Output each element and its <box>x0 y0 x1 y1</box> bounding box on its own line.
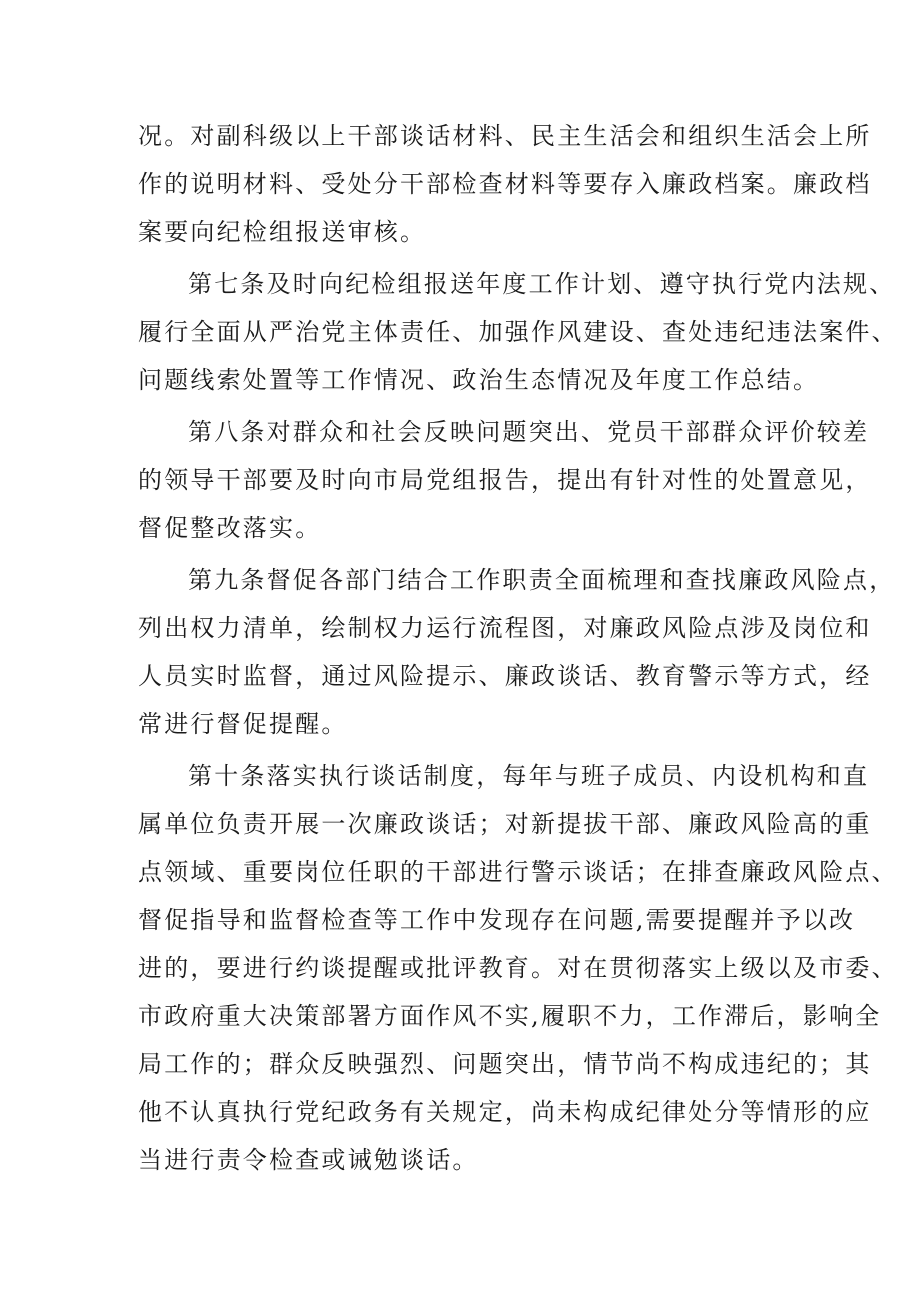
text-line: 况。对副科级以上干部谈话材料、民主生活会和组织生活会上所 <box>138 122 872 150</box>
article-7-line: 履行全面从严治党主体责任、加强作风建设、查处违纪违法案件、 <box>138 318 898 346</box>
article-10-line: 他不认真执行党纪政务有关规定，尚未构成纪律处分等情形的应 <box>138 1098 872 1126</box>
article-9-line: 列出权力清单，绘制权力运行流程图，对廉政风险点涉及岗位和 <box>138 614 872 642</box>
article-10-line: 进的，要进行约谈提醒或批评教育。对在贯彻落实上级以及市委、 <box>138 954 898 982</box>
article-10-line: 局工作的；群众反映强烈、问题突出，情节尚不构成违纪的；其 <box>138 1050 872 1078</box>
text-line: 案要向纪检组报送审核。 <box>138 218 427 246</box>
article-8-line: 第八条对群众和社会反映问题突出、党员干部群众评价较差 <box>188 418 870 446</box>
article-10-line: 点领域、重要岗位任职的干部进行警示谈话；在排查廉政风险点、 <box>138 858 898 886</box>
article-9-line: 第九条督促各部门结合工作职责全面梳理和查找廉政风险点， <box>188 566 896 594</box>
article-7-line: 第七条及时向纪检组报送年度工作计划、遵守执行党内法规、 <box>188 270 896 298</box>
article-7-line: 问题线索处置等工作情况、政治生态情况及年度工作总结。 <box>138 366 820 394</box>
article-9-line: 常进行督促提醒。 <box>138 710 348 738</box>
article-10-line: 属单位负责开展一次廉政谈话；对新提拔干部、廉政风险高的重 <box>138 810 872 838</box>
article-8-line: 的领导干部要及时向市局党组报告，提出有针对性的处置意见， <box>138 466 872 494</box>
article-10-line: 当进行责令检查或诫勉谈话。 <box>138 1146 479 1174</box>
article-10-line: 督促指导和监督检查等工作中发现存在问题,需要提醒并予以改 <box>138 906 856 934</box>
article-8-line: 督促整改落实。 <box>138 514 322 542</box>
article-9-line: 人员实时监督，通过风险提示、廉政谈话、教育警示等方式，经 <box>138 662 872 690</box>
article-10-line: 第十条落实执行谈话制度，每年与班子成员、内设机构和直 <box>188 762 870 790</box>
text-line: 作的说明材料、受处分干部检查材料等要存入廉政档案。廉政档 <box>138 170 872 198</box>
article-10-line: 市政府重大决策部署方面作风不实,履职不力，工作滞后，影响全 <box>138 1002 882 1030</box>
